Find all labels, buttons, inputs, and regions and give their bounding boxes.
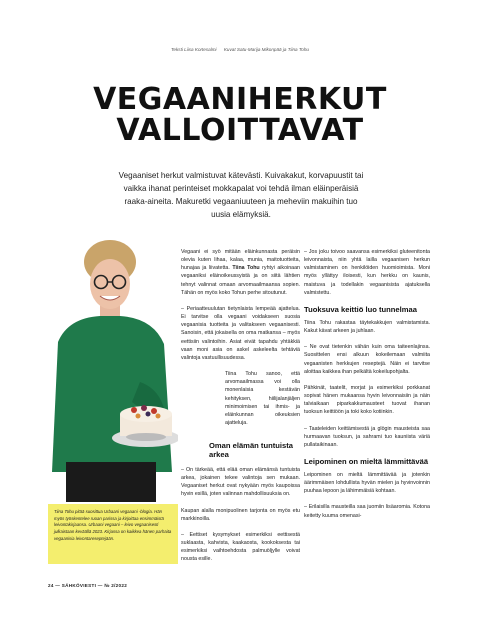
title-line-1: VEGAANIHERKUT [93, 82, 387, 117]
paragraph: – Eettiset kysymykset esimerkiksi eettisestä suklaasta, kahvista, kaakaosta, kookoksesta tai esimerkiksi vaihtoehdosta palmuöljylle voivat nousta esille. [181, 531, 300, 563]
paragraph-text: Vegaani ei syö mitään eläinkunnasta peräisin olevia kuten lihaa, kalaa, munia, maitotuotteita, hunajaa ja liivatetta. [181, 249, 300, 272]
paragraph: Kaupan alalla monipuolinen tarjonta on myös etu markkinoilla. [181, 507, 300, 522]
article-column-middle [181, 248, 300, 435]
section-heading: Leipominen on mieltä lämmittävää [304, 456, 429, 466]
photo-credit: Kuvat Satu-Marija Mikonpää ja Tiina Tohu [223, 47, 309, 52]
page-footer: 24 — SÄHKÖVIESTI — № 2/2022 [48, 583, 128, 588]
portrait-photo [48, 232, 178, 502]
lead-paragraph: Vegaaniset herkut valmistuvat kätevästi. Kuivakakut, korvapuustit tai vaikka ihanat perinteiset mokkapalat voi tehdä ilman eläinperäisiä raaka-aineita. Makuretki vegaaniuuteen ja meheviin makuihin tuo uusia elämyksiä. [118, 171, 364, 219]
title-line-2: VALLOITTAVAT [116, 113, 364, 148]
section-heading: Oman elämän tuntuista arkea [209, 441, 293, 459]
photo-caption: Tiina Tohu pitää suosittua Urbaani vegaaani -blogia. Hän myös työskentelee ruoan parissa ja kirjoittaa ensimmäistä leivontakirjaansa. Urbaani vegaani – leivo vegaanisesti julkaistaan keväällä 2023. Kirjassa on kaikkea hänen parhaita vegaanisia leivontareseptejään. [48, 504, 178, 564]
section-heading: Tuoksuva keittiö luo tunnelmaa [304, 304, 417, 314]
text-credit: Teksti Liisa Kortesalmi [171, 47, 217, 52]
paragraph: Tiina Tohu sanoo, että arvomaailmassa voi olla monenlaisia kestävän kehityksen, hiilijalanjäljen minimoimisen tai ihmis- ja eläinkunnan oikeuksien ajatteluja. [225, 371, 300, 426]
article-column-right [304, 248, 430, 528]
paragraph: – Erilaisilla mausteilla saa juomiin lisäaromia. Kotona keitetty kuuma omenasi- [304, 504, 430, 519]
paragraph: – Periaatteuulutan tietynlaista lempeää ajattelua. Ei tarvitse olla vegaani voidakseen suosia vegaanisia tuotteita ja valitakseen vegaanisesti. Sanoisin, että jokaisella on oma matkansa – myös eettisiin valintoihin. Asiat eivät tapahdu yhtäkkiä vaan moni asia on askel askeleelta tehtäviä valintoja vastuullisuudessa. [181, 305, 300, 361]
paragraph: Leipominen on mieltä lämmittävää ja jotenkin äärimmäisen lohdullista hyvän mielen ja hyvinvoinnin puuhaa lepoon ja lähimmäisiä kohtaan. [304, 471, 430, 495]
paragraph-name: Tiina Tohu [232, 265, 260, 272]
paragraph: – Ne ovat tietenkin vähän kuin oma taiteenlajinsa. Suosittelen ensi alkuun kokeilemaan valmiita vegaanisten herkkujen reseptejä. Näin ei tarvitse aloittaa kaikkea ihan pelkältä kokeilupohjalta. [304, 344, 430, 375]
page-title [0, 84, 480, 146]
paragraph [181, 248, 300, 297]
paragraph: Pähkinät, taatelit, morjat ja esimerkiksi porkkanat sopivat hänen mukaansa hyvin leivonnaisiin ja näin talviaikaan piparkakkumausteet tuovat ihanan tuoksun keittiöön ja toki koko kotiinkin. [304, 384, 430, 416]
paragraph: Tiina Tohu rakastaa täytekakkujen valmistamista. Kakut kävat arkeen ja juhlaan. [304, 319, 430, 335]
article-column-middle-lower [181, 466, 300, 572]
paragraph: – On tärkeää, että elää oman elämänsä tuntuista arkea, jokainen tekee valintoja sen mukaan. Vegaaniset herkut ovat nykyään myös kaupoissa hyvin esillä, joten valinnan mahdollisuuksia on. [181, 467, 300, 498]
paragraph-text: ryhtyi aikoinaan vegaaniksi eläinoikeussyistä ja on siitä lähtien tehnyt valinnat omaan arvomaailmaansa sopien. Tähän on myös koko Tohun perhe sitoutunut. [181, 265, 300, 296]
paragraph: – Jos joku toivoo saavansa esimerkiksi gluteenitonta leivonnaista, niin yhtä lailla vegaanisen herkun valmistaminen on henkilöiden huomioimista. Moni myös yllättyy iloisesti, kun herkku on kaunis, maistuva ja todellakin vegaanisista ajatuksella valmistettu. [304, 249, 430, 296]
paragraph: – Taateleiden keittämisestä ja glögin mausteista saa hurmaavan tuoksun, ja sahrami tuo kauniista väriä pullataikinaan. [304, 425, 430, 448]
photo-credits [0, 47, 480, 52]
